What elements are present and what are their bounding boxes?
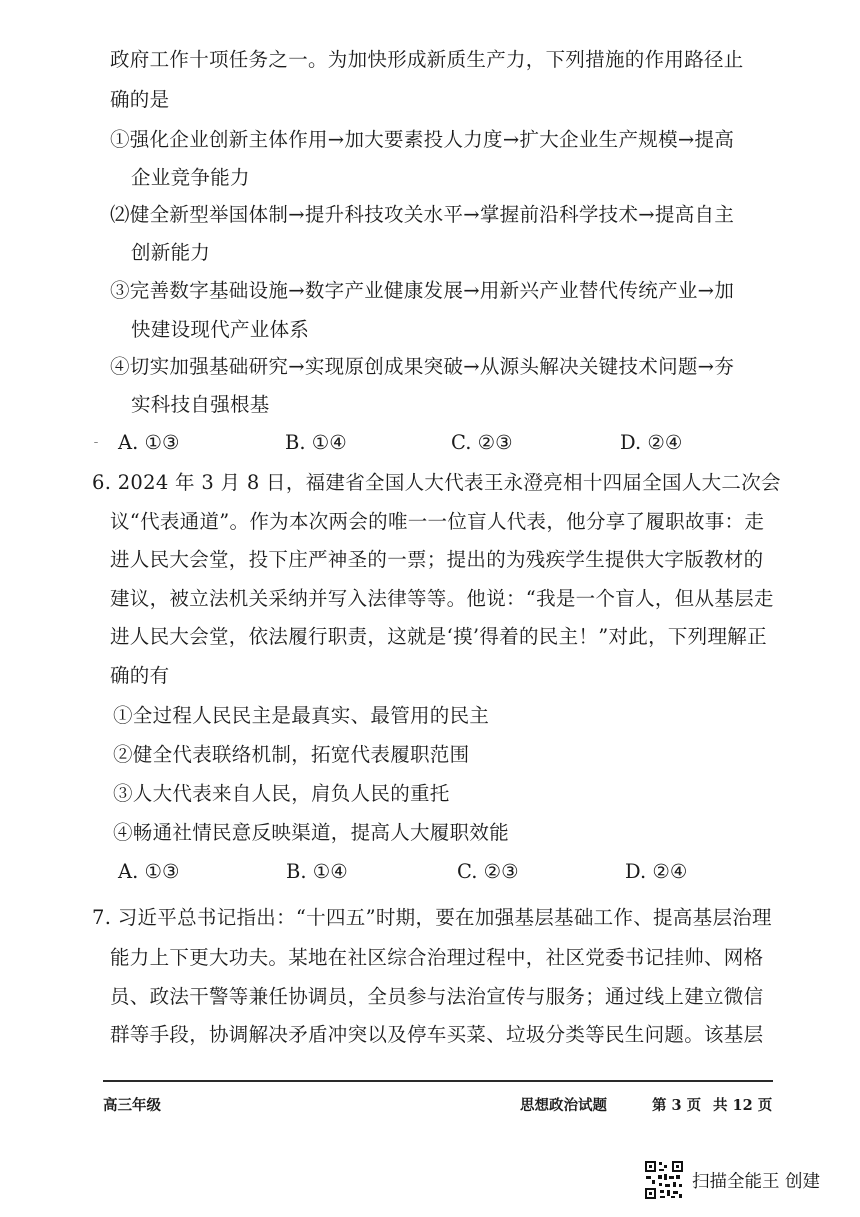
q5-item-3-cont: 快建设现代产业体系 [131,318,310,341]
q6-stem-line-6: 确的有 [110,664,170,687]
q5-item-1: ①强化企业创新主体作用→加大要素投人力度→扩大企业生产规模→提高 [110,128,735,151]
q5-option-d: D. ②④ [620,431,683,454]
q5-option-a: A. ①③ [118,431,180,454]
q5-option-b: B. ①④ [285,431,347,454]
q6-option-a: A. ①③ [118,860,180,883]
q6-stem-line-2: 议“代表通道”。作为本次两会的唯一一位盲人代表，他分享了履职故事：走 [110,510,765,533]
q5-item-1-cont: 企业竞争能力 [131,166,250,189]
q7-stem-line-3: 员、政法干警等兼任协调员，全员参与法治宣传与服务；通过线上建立微信 [110,985,764,1008]
q5-item-4: ④切实加强基础研究→实现原创成果突破→从源头解决关键技术问题→夯 [110,355,735,378]
footer-divider [103,1080,773,1082]
q5-stem-line-1: 政府工作十项任务之一。为加快形成新质生产力，下列措施的作用路径止 [110,48,744,71]
q7-stem-line-1: 7. 习近平总书记指出：“十四五”时期，要在加强基层基础工作、提高基层治理 [92,906,772,929]
footer-grade: 高三年级 [103,1097,161,1114]
q5-item-2-cont: 创新能力 [131,241,211,264]
q5-stem-line-2: 确的是 [110,88,170,111]
q7-stem-line-2: 能力上下更大功夫。某地在社区综合治理过程中，社区党委书记挂帅、网格 [110,946,764,969]
q6-stem-line-4: 建议，被立法机关采纳并写入法律等等。他说：“我是一个盲人，但从基层走 [110,587,774,610]
q5-item-2: ⑵健全新型举国体制→提升科技攻关水平→掌握前沿科学技术→提高自主 [110,203,735,226]
q6-option-b: B. ①④ [286,860,348,883]
q6-stem-line-1: 6. 2024 年 3 月 8 日，福建省全国人大代表王永澄亮相十四届全国人大二次会 [92,471,781,494]
q6-item-4: ④畅通社情民意反映渠道，提高人大履职效能 [113,821,510,844]
q6-item-1: ①全过程人民民主是最真实、最管用的民主 [113,704,490,727]
footer-page-number: 第 3 页 [652,1097,702,1114]
q5-option-c: C. ②③ [451,431,513,454]
q6-option-d: D. ②④ [625,860,688,883]
q6-item-2: ②健全代表联络机制，拓宽代表履职范围 [113,743,470,766]
footer-total-pages: 共 12 页 [713,1097,773,1114]
scan-mark: ˉ [93,440,99,454]
scanner-watermark [644,1160,820,1200]
q7-stem-line-4: 群等手段，协调解决矛盾冲突以及停车买菜、垃圾分类等民生问题。该基层 [110,1023,764,1046]
q6-stem-line-5: 进人民大会堂，依法履行职责，这就是‘摸’得着的民主！”对此，下列理解正 [110,625,767,648]
q6-stem-line-3: 进人民大会堂，投下庄严神圣的一票；提出的为残疾学生提供大字版教材的 [110,548,764,571]
q6-item-3: ③人大代表来自人民，肩负人民的重托 [113,782,450,805]
q5-item-3: ③完善数字基础设施→数字产业健康发展→用新兴产业替代传统产业→加 [110,279,735,302]
q6-option-c: C. ②③ [457,860,519,883]
qr-code-icon [644,1160,684,1200]
footer-subject: 思想政治试题 [520,1097,607,1114]
watermark-text: 扫描全能王 创建 [692,1171,821,1192]
q5-item-4-cont: 实科技自强根基 [131,393,270,416]
